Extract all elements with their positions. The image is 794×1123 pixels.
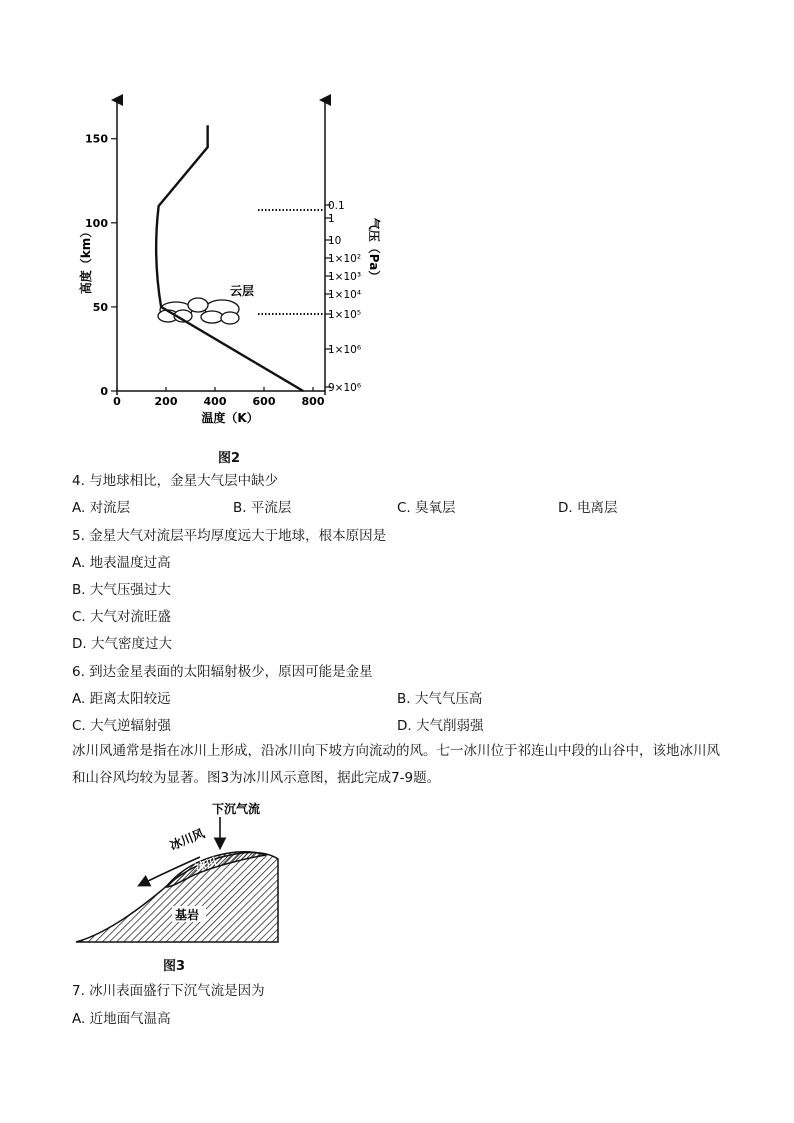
question-5-option-a: A. 地表温度过高: [72, 555, 171, 571]
pressure-tick-label: 1×10⁵: [328, 309, 362, 321]
x-tick-label: 400: [203, 395, 227, 408]
question-5-option-b: B. 大气压强过大: [72, 582, 171, 598]
pressure-tick-label: 1×10²: [328, 253, 362, 265]
pressure-tick-label: 1: [328, 213, 335, 225]
question-6-option-a: A. 距离太阳较远: [72, 691, 171, 707]
pressure-tick-label: 0.1: [328, 200, 345, 212]
question-7-stem: 7. 冰川表面盛行下沉气流是因为: [72, 983, 265, 999]
figure-2-chart: [70, 95, 381, 435]
question-4-option-b: B. 平流层: [233, 500, 292, 516]
question-5-option-c: C. 大气对流旺盛: [72, 609, 172, 625]
x-tick-label: 600: [252, 395, 276, 408]
bedrock-shape: [76, 852, 278, 942]
x-tick-label: 200: [154, 395, 178, 408]
temperature-profile-line: [156, 125, 303, 391]
figure-3-caption: 图3: [163, 959, 186, 974]
left-axis-title: 高度（km）: [79, 225, 93, 295]
pressure-tick-label: 10: [328, 235, 342, 247]
question-4-option-d: D. 电离层: [558, 500, 618, 516]
y-tick-label: 0: [100, 385, 108, 398]
figure-2: [70, 95, 381, 435]
pressure-tick-label: 1×10³: [328, 271, 362, 283]
right-axis-title: 气压（Pa）: [367, 217, 381, 283]
y-tick-label: 100: [85, 216, 108, 230]
y-tick-label: 50: [92, 300, 108, 314]
question-6-option-c: C. 大气逆辐射强: [72, 718, 172, 734]
question-6-option-d: D. 大气削弱强: [397, 718, 484, 734]
question-7-option-a: A. 近地面气温高: [72, 1011, 171, 1027]
x-axis-title: 温度（K）: [201, 411, 259, 425]
question-5-stem: 5. 金星大气对流层平均厚度远大于地球，根本原因是: [72, 528, 387, 544]
pressure-tick-label: 1×10⁴: [328, 289, 362, 301]
downdraft-label: 下沉气流: [212, 802, 261, 816]
passage-text: 冰川风通常是指在冰川上形成，沿冰川向下坡方向流动的风。七一冰川位于祁连山中段的山谷中，该地冰川风和山谷风均较为显著。图3为冰川风示意图，据此完成7-9题。: [72, 743, 720, 786]
bedrock-label: 基岩: [175, 908, 200, 922]
x-tick-label: 800: [301, 395, 325, 408]
cloud-label: 云层: [230, 284, 255, 298]
question-5-option-d: D. 大气密度过大: [72, 636, 172, 652]
question-4-stem: 4. 与地球相比，金星大气层中缺少: [72, 473, 279, 489]
question-6-stem: 6. 到达金星表面的太阳辐射极少，原因可能是金星: [72, 664, 373, 680]
x-tick-label: 0: [113, 395, 121, 408]
pressure-tick-label: 9×10⁶: [328, 382, 362, 394]
y-tick-label: 150: [85, 132, 108, 146]
question-4-option-c: C. 臭氧层: [397, 500, 456, 516]
question-6-option-b: B. 大气气压高: [397, 691, 483, 707]
figure-2-caption: 图2: [218, 451, 241, 466]
glacier-wind-label: 冰川风: [167, 826, 207, 853]
figure-3-diagram: [72, 795, 287, 950]
figure-3: [72, 795, 287, 950]
glacier-label: 冰川: [193, 855, 219, 875]
question-4-option-a: A. 对流层: [72, 500, 131, 516]
pressure-tick-label: 1×10⁶: [328, 344, 362, 356]
